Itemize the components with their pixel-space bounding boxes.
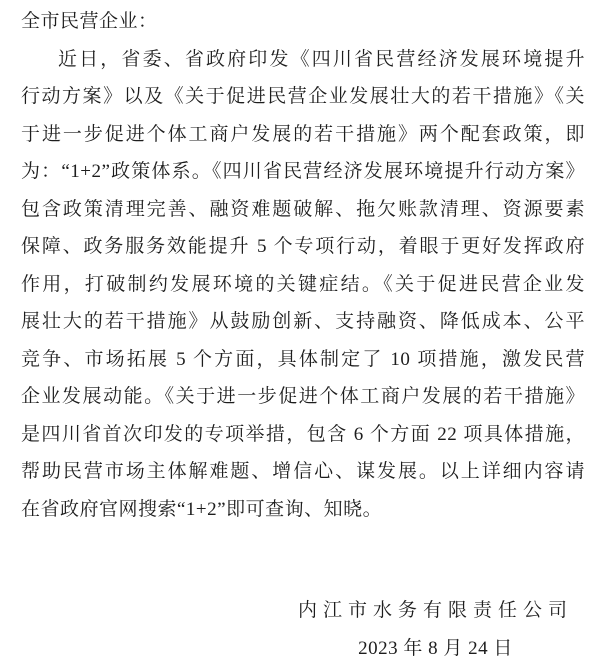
body-line: 展壮大的若干措施》从鼓励创新、支持融资、降低成本、公平 <box>21 311 585 332</box>
body-line: 竞争、市场拓展 5 个方面，具体制定了 10 项措施，激发民营 <box>21 348 585 370</box>
body-line: 企业发展动能。《关于进一步促进个体工商户发展的若干措施》 <box>21 386 585 407</box>
body-line: 包含政策清理完善、融资难题破解、拖欠账款清理、资源要素 <box>21 198 585 220</box>
body-line: 保障、政务服务效能提升 5 个专项行动，着眼于更好发挥政府 <box>21 236 585 257</box>
salutation-line: 全市民营企业： <box>21 11 158 32</box>
signature-block <box>298 592 573 667</box>
body-line: 近日，省委、省政府印发《四川省民营经济发展环境提升 <box>58 48 585 70</box>
body-line: 是四川省首次印发的专项举措，包含 6 个方面 22 项具体措施， <box>21 423 585 445</box>
signature-date: 2023 年 8 月 24 日 <box>358 637 513 659</box>
body-line: 于进一步促进个体工商户发展的若干措施》两个配套政策，即 <box>21 123 585 145</box>
body-line: 为：“1+2”政策体系。《四川省民营经济发展环境提升行动方案》 <box>21 161 585 182</box>
body-line: 帮助民营市场主体解难题、增信心、谋发展。以上详细内容请 <box>21 461 585 482</box>
signature-company: 内江市水务有限责任公司 <box>297 600 573 621</box>
body-line: 行动方案》以及《关于促进民营企业发展壮大的若干措施》《关 <box>21 86 585 107</box>
body-line-last: 在省政府官网搜索“1+2”即可查询、知晓。 <box>21 498 383 520</box>
body-line: 作用，打破制约发展环境的关键症结。《关于促进民营企业发 <box>21 273 585 295</box>
